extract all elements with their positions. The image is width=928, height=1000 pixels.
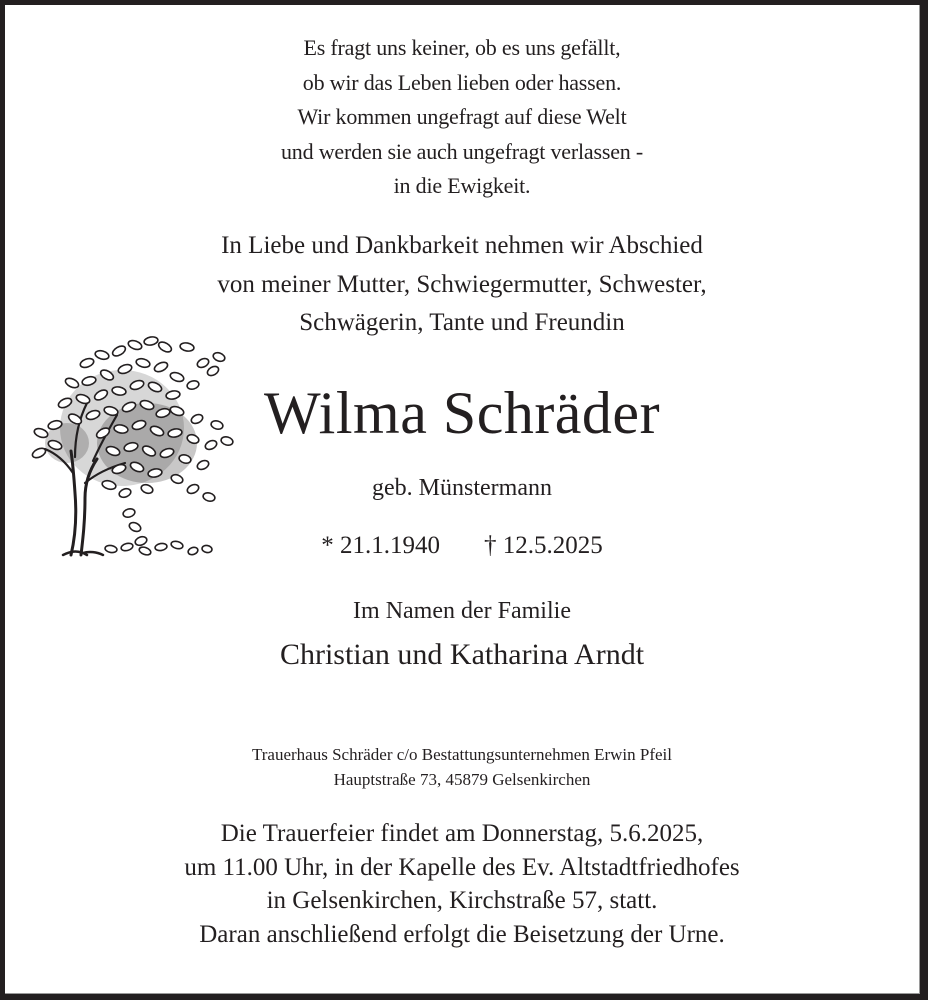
ceremony-line: Die Trauerfeier findet am Donnerstag, 5.6.2025, xyxy=(220,820,704,847)
ceremony-line: um 11.00 Uhr, in der Kapelle des Ev. Altstadtfriedhofes xyxy=(184,853,740,881)
birth-date: * 21.1.1940 xyxy=(321,532,440,559)
farewell-text xyxy=(5,227,919,343)
poem-line: und werden sie auch ungefragt verlassen - xyxy=(281,138,643,164)
ceremony-line: in Gelsenkirchen, Kirchstraße 57, statt. xyxy=(266,887,658,914)
family-label: Im Namen der Familie xyxy=(353,598,571,624)
maiden-name: geb. Münstermann xyxy=(372,475,552,501)
family-names: Christian und Katharina Arndt xyxy=(279,638,645,671)
ceremony-line: Daran anschließend erfolgt die Beisetzung der Urne. xyxy=(199,920,725,948)
obituary-notice xyxy=(5,5,920,994)
address-line: Hauptstraße 73, 45879 Gelsenkirchen xyxy=(333,770,591,789)
farewell-line: von meiner Mutter, Schwiegermutter, Schwester, xyxy=(217,270,707,298)
death-date: † 12.5.2025 xyxy=(484,532,603,559)
farewell-line: In Liebe und Dankbarkeit nehmen wir Abschied xyxy=(221,232,703,259)
mourning-house-address xyxy=(5,742,919,792)
poem-line: ob wir das Leben lieben oder hassen. xyxy=(302,69,622,95)
poem xyxy=(5,31,919,204)
poem-line: in die Ewigkeit. xyxy=(393,173,531,198)
life-dates xyxy=(5,530,919,562)
farewell-line: Schwägerin, Tante und Freundin xyxy=(299,309,625,336)
ceremony-details xyxy=(5,817,919,951)
poem-line: Wir kommen ungefragt auf diese Welt xyxy=(297,104,627,129)
address-line: Trauerhaus Schräder c/o Bestattungsunternehmen Erwin Pfeil xyxy=(251,745,673,764)
deceased-name: Wilma Schräder xyxy=(263,380,661,446)
poem-line: Es fragt uns keiner, ob es uns gefällt, xyxy=(303,35,621,60)
